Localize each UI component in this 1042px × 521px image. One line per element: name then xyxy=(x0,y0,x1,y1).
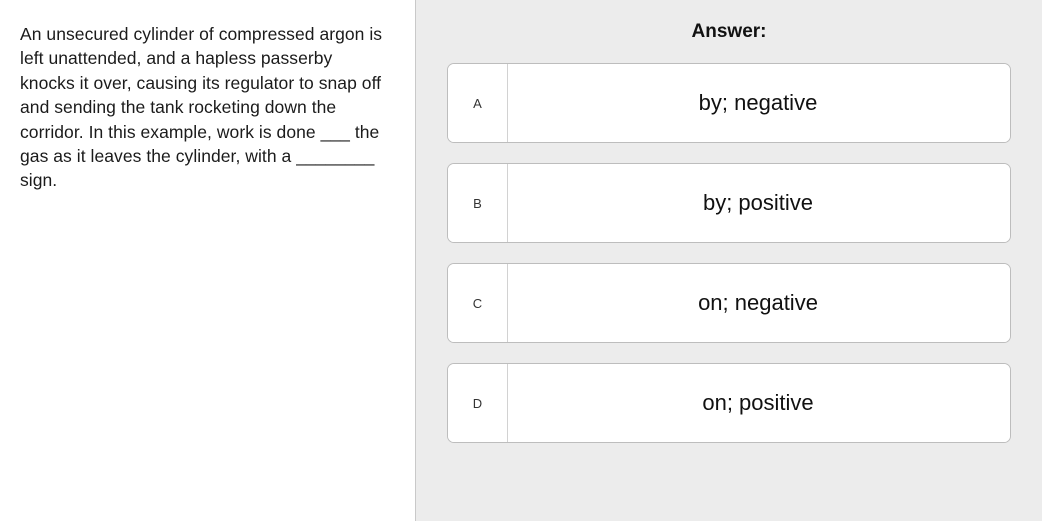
answer-option-label: by; positive xyxy=(508,164,1010,242)
answer-option-label: on; positive xyxy=(508,364,1010,442)
answer-option-label: on; negative xyxy=(508,264,1010,342)
answer-heading: Answer: xyxy=(691,21,767,42)
answer-option-letter: B xyxy=(448,164,508,242)
answer-option-a[interactable] xyxy=(447,63,1011,143)
answer-option-letter: D xyxy=(448,364,508,442)
answer-option-letter: A xyxy=(448,64,508,142)
answer-panel xyxy=(416,0,1042,521)
answer-option-label: by; negative xyxy=(508,64,1010,142)
question-panel xyxy=(0,0,416,521)
answer-option-letter: C xyxy=(448,264,508,342)
question-text: An unsecured cylinder of compressed argon is left unattended, and a hapless passerby knocks it over, causing its regulator to snap off and sending the tank rocketing down the corridor. In this example, work is done ___ the gas as it leaves the cylinder, with a ________ sign. xyxy=(20,24,388,191)
answer-option-b[interactable] xyxy=(447,163,1011,243)
answer-option-d[interactable] xyxy=(447,363,1011,443)
answer-option-c[interactable] xyxy=(447,263,1011,343)
